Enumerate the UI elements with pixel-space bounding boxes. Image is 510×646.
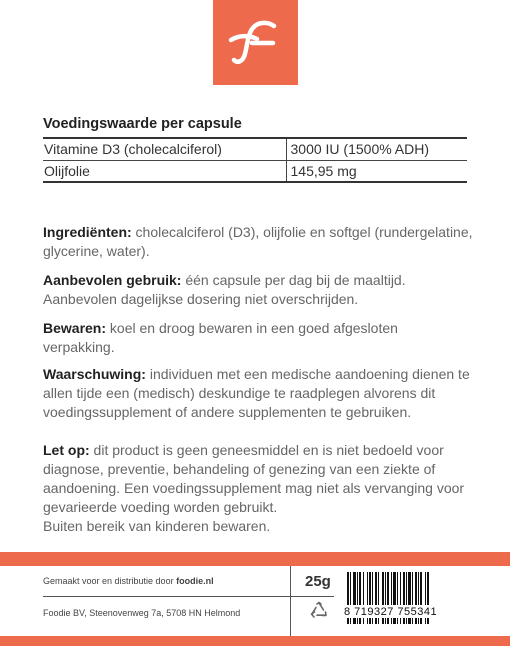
recycle-icon (309, 601, 329, 621)
nutrient-value: 3000 IU (1500% ADH) (286, 138, 467, 160)
company-address: Foodie BV, Steenovenweg 7a, 5708 HN Helmond (43, 608, 241, 618)
usage-text: één capsule per dag bij de maaltijd. Aanbevolen dagelijkse dosering niet overschrijden. (43, 272, 406, 307)
children-warning: Buiten bereik van kinderen bewaren. (43, 518, 271, 534)
usage-section (43, 271, 473, 309)
nutrition-title: Voedingswaarde per capsule (43, 116, 242, 132)
note-section (43, 441, 473, 517)
distributor-prefix: Gemaakt voor en distributie door (43, 576, 177, 586)
table-row (43, 138, 467, 160)
brand-logo (213, 0, 298, 85)
storage-text: koel en droog bewaren in een goed afgesloten verpakking. (43, 320, 398, 355)
note-label: Let op: (43, 442, 90, 458)
table-row (43, 160, 467, 182)
nutrient-value: 145,95 mg (286, 160, 467, 182)
footer-bottom-band (0, 636, 510, 646)
foodie-f-logo-icon (227, 14, 285, 72)
storage-section (43, 319, 473, 357)
ingredients-section (43, 223, 473, 261)
distributor-line (43, 576, 214, 586)
footer-vertical-divider (290, 566, 291, 636)
ingredients-text: cholecalciferol (D3), olijfolie en softgel (rundergelatine, glycerine, water). (43, 224, 473, 259)
footer-top-band (0, 552, 510, 566)
nutrient-name: Vitamine D3 (cholecalciferol) (43, 138, 286, 160)
distributor-brand: foodie.nl (176, 576, 214, 586)
barcode-number: 8 719327 755341 (344, 605, 467, 618)
note-text: dit product is geen geneesmiddel en is niet bedoeld voor diagnose, preventie, behandeling of genezing van een ziekte of aandoening. Een voedingssupplement mag niet als vervanging voor gevarieerde voeding worden gebruikt. (43, 442, 465, 515)
ingredients-label: Ingrediënten: (43, 224, 132, 240)
usage-label: Aanbevolen gebruik: (43, 272, 182, 288)
warning-section (43, 365, 473, 422)
warning-text: individuen met een medische aandoening dienen te allen tijde een (medisch) deskundige te raadplegen alvorens dit voedingssupplement of andere supplementen te gebruiken. (43, 366, 470, 420)
storage-label: Bewaren: (43, 320, 107, 336)
nutrient-name: Olijfolie (43, 160, 286, 182)
warning-label: Waarschuwing: (43, 366, 146, 382)
nutrition-table (43, 137, 467, 183)
net-weight: 25g (305, 573, 331, 590)
